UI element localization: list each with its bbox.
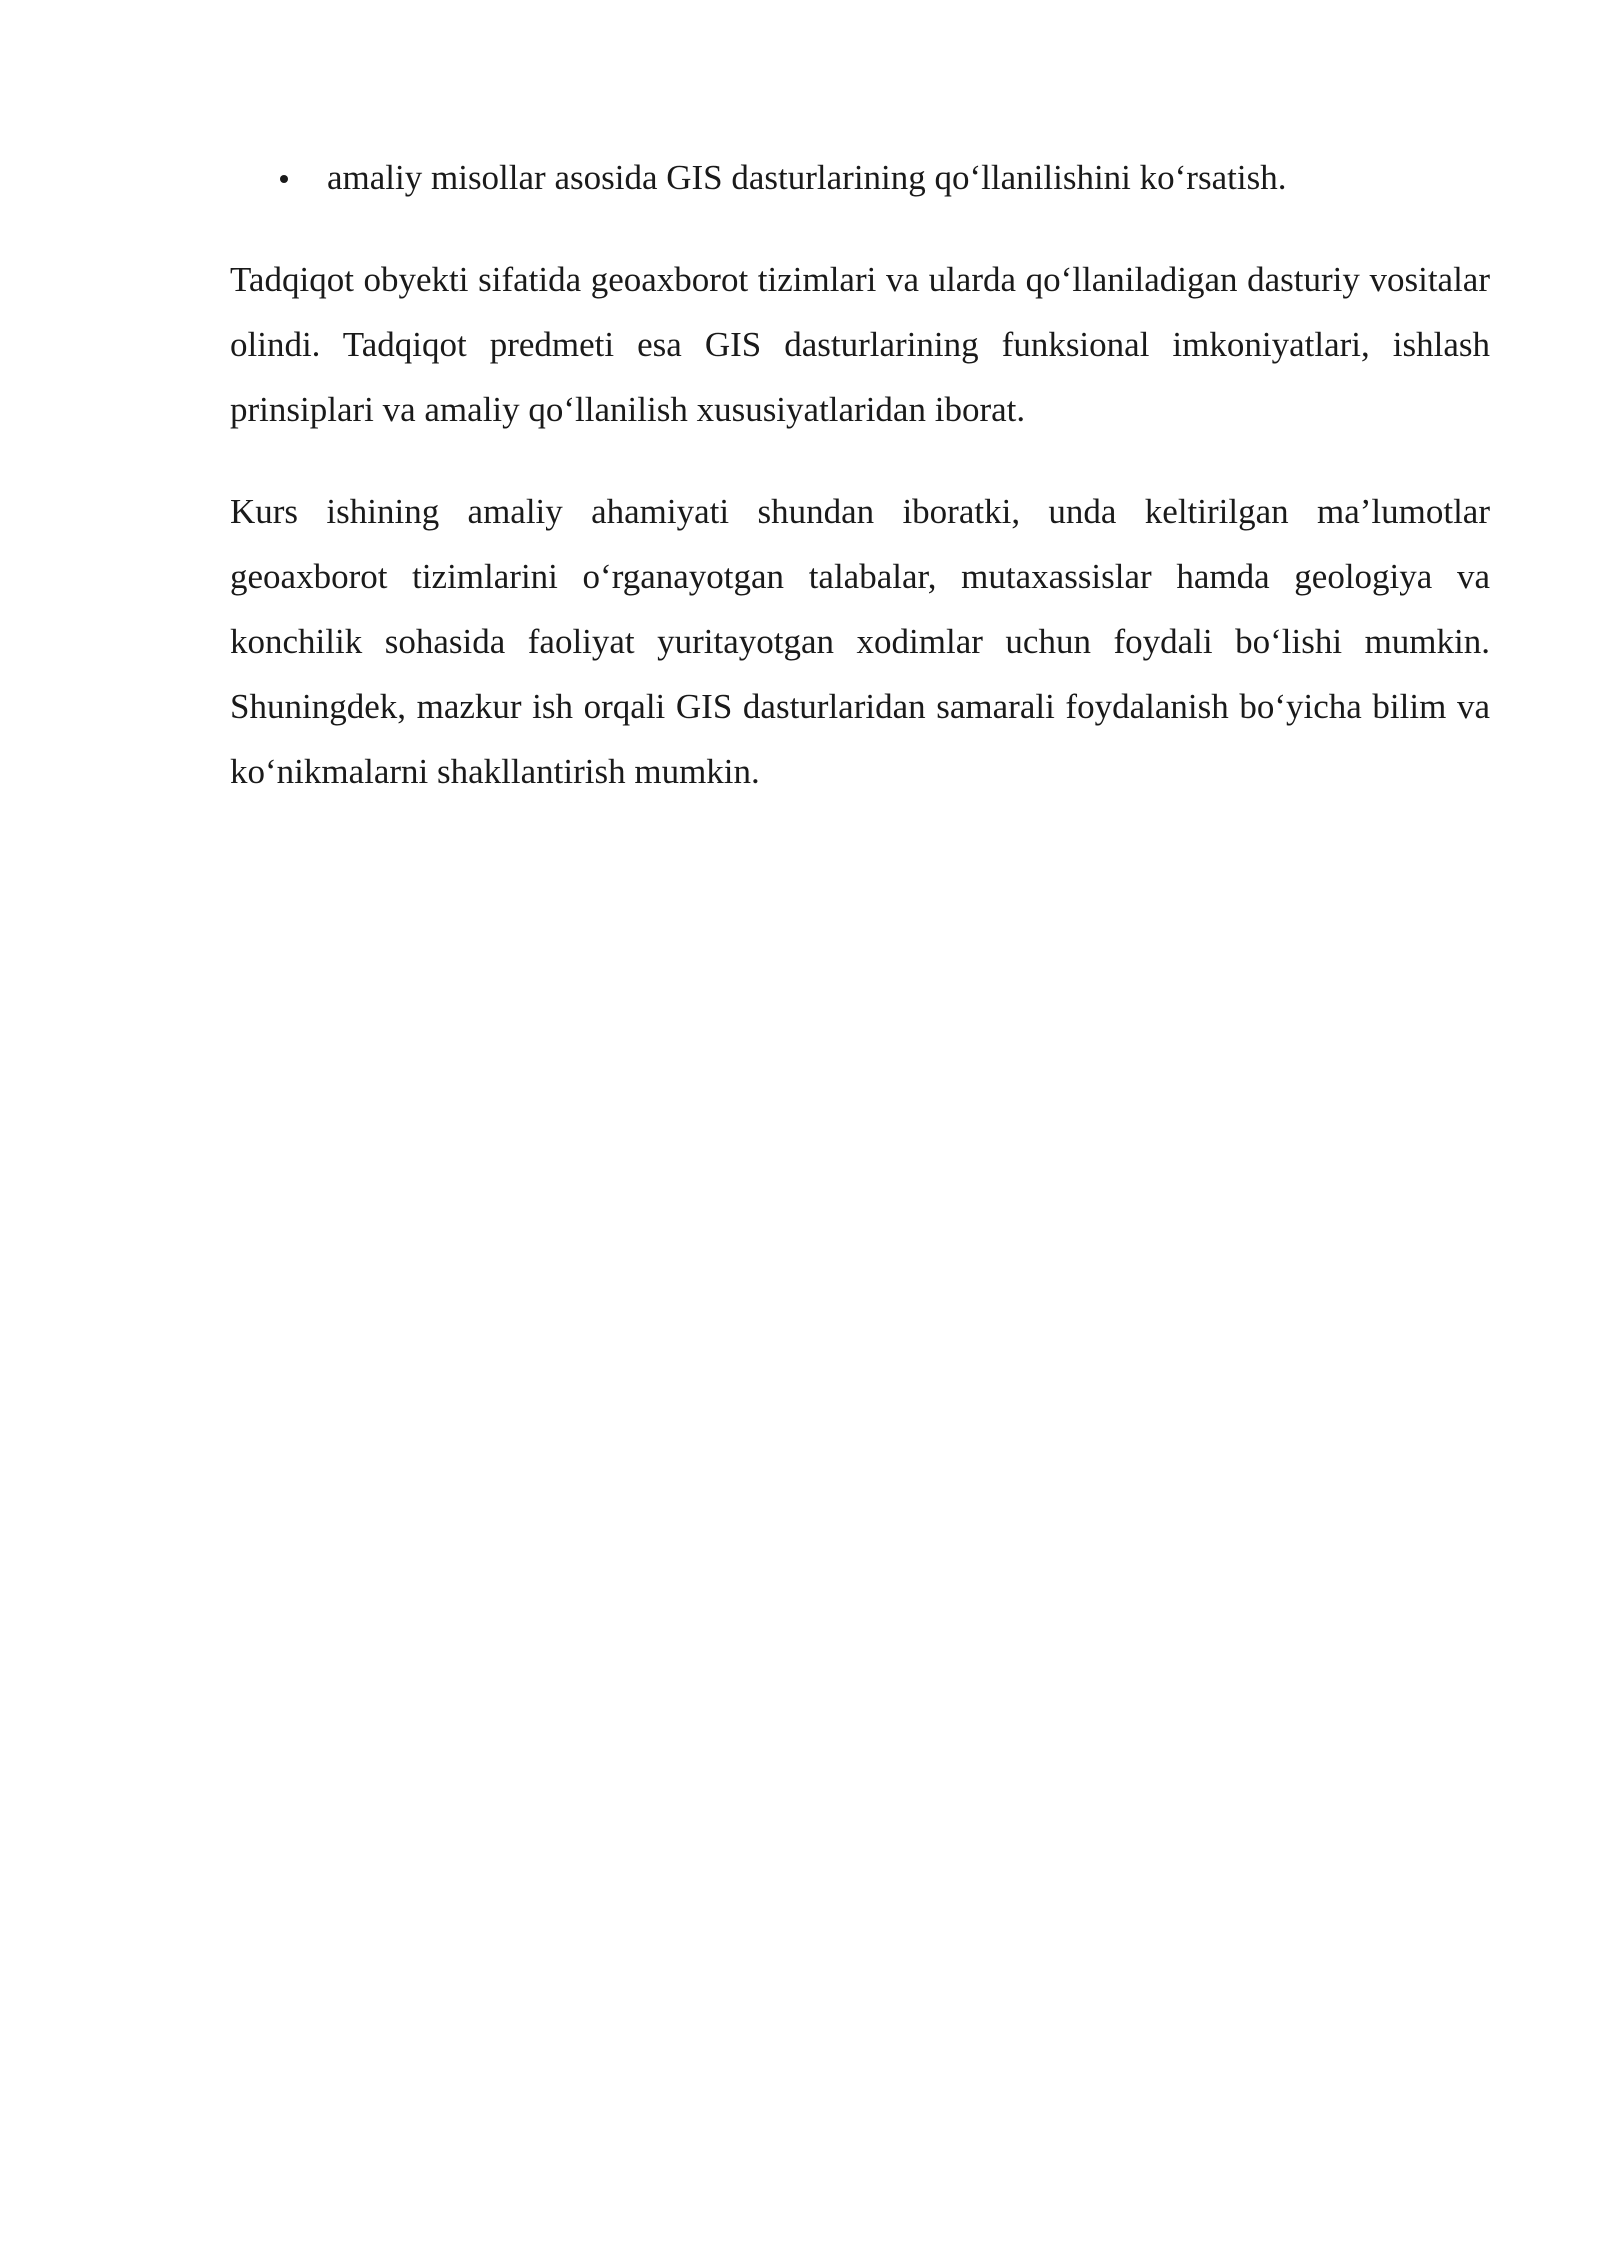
bullet-icon (280, 175, 288, 183)
page-content (230, 145, 1490, 804)
paragraph-research-object: Tadqiqot obyekti sifatida geoaxborot tizimlari va ularda qo‘llaniladigan dasturiy vositalar olindi. Tadqiqot predmeti esa GIS dasturlarining funksional imkoniyatlari, ishlash prinsiplari va amaliy qo‘llanilish xususiyatlaridan iborat. (230, 260, 1490, 429)
bullet-text: amaliy misollar asosida GIS dasturlarining qo‘llanilishini ko‘rsatish. (327, 158, 1287, 197)
bullet-item (230, 145, 1490, 210)
paragraph-practical-significance: Kurs ishining amaliy ahamiyati shundan iboratki, unda keltirilgan ma’lumotlar geoaxborot tizimlarini o‘rganayotgan talabalar, mutaxassislar hamda geologiya va konchilik sohasida faoliyat yuritayotgan xodimlar uchun foydali bo‘lishi mumkin. Shuningdek, mazkur ish orqali GIS dasturlaridan samarali foydalanish bo‘yicha bilim va ko‘nikmalarni shakllantirish mumkin. (230, 492, 1490, 791)
bullet-list (230, 145, 1490, 210)
